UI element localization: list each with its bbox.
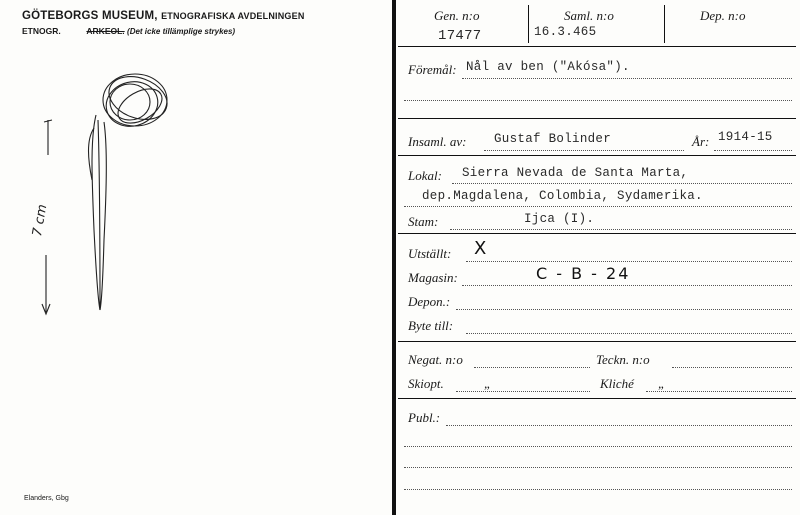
scale-label: 7 cm bbox=[30, 203, 51, 238]
utstallt-value: X bbox=[474, 238, 489, 259]
dotline bbox=[466, 333, 792, 334]
dotline bbox=[404, 489, 792, 490]
ar-label: År: bbox=[692, 134, 710, 149]
rule-lokal bbox=[398, 233, 796, 234]
gen-label: Gen. n:o bbox=[434, 8, 480, 23]
museum-name: GÖTEBORGS MUSEUM, bbox=[22, 10, 158, 22]
dotline bbox=[456, 309, 792, 310]
kliche-ditto: „ bbox=[658, 376, 666, 391]
strike-note: (Det icke tillämplige strykes) bbox=[127, 27, 236, 36]
publ-label: Publ.: bbox=[408, 410, 441, 425]
rule-negat bbox=[398, 398, 796, 399]
dotline bbox=[456, 391, 590, 392]
col-divider-1 bbox=[528, 5, 529, 43]
dotline bbox=[404, 206, 792, 207]
lokal-label: Lokal: bbox=[408, 168, 442, 183]
dotline bbox=[404, 100, 792, 101]
dotline bbox=[450, 229, 792, 230]
kliche-label: Kliché bbox=[600, 376, 634, 391]
utstallt-label: Utställt: bbox=[408, 246, 452, 261]
negat-label: Negat. n:o bbox=[408, 352, 463, 367]
lokal-value-1: Sierra Nevada de Santa Marta, bbox=[462, 166, 689, 180]
stam-label: Stam: bbox=[408, 214, 439, 229]
foremal-value: Nål av ben ("Akósa"). bbox=[466, 60, 630, 74]
depon-label: Depon.: bbox=[408, 294, 451, 309]
rule-header bbox=[398, 46, 796, 47]
magasin-value: C - B - 24 bbox=[536, 264, 631, 283]
dep-label: Dep. n:o bbox=[700, 8, 746, 23]
col-divider-2 bbox=[664, 5, 665, 43]
etnogr-label: ETNOGR. bbox=[22, 26, 61, 36]
rule-insaml bbox=[398, 155, 796, 156]
saml-value: 16.3.465 bbox=[534, 25, 597, 39]
skiopt-ditto: „ bbox=[484, 376, 492, 391]
department-name: ETNOGRAFISKA AVDELNINGEN bbox=[161, 11, 305, 21]
arkeol-label: ARKEOL. bbox=[86, 26, 125, 36]
foremal-label: Föremål: bbox=[408, 62, 457, 77]
dotline bbox=[404, 446, 792, 447]
byte-label: Byte till: bbox=[408, 318, 454, 333]
dotline bbox=[714, 150, 792, 151]
dotline bbox=[446, 425, 792, 426]
stam-value: Ijca (I). bbox=[524, 212, 595, 226]
dotline bbox=[462, 78, 792, 79]
needle-sketch bbox=[20, 60, 180, 330]
rule-foremal bbox=[398, 118, 796, 119]
dotline bbox=[404, 467, 792, 468]
dotline bbox=[672, 367, 792, 368]
category-line bbox=[22, 26, 235, 36]
dotline bbox=[474, 367, 590, 368]
teckn-label: Teckn. n:o bbox=[596, 352, 650, 367]
insaml-value: Gustaf Bolinder bbox=[494, 132, 612, 146]
dotline bbox=[466, 261, 792, 262]
dotline bbox=[646, 391, 792, 392]
saml-label: Saml. n:o bbox=[564, 8, 614, 23]
magasin-label: Magasin: bbox=[408, 270, 458, 285]
dotline bbox=[462, 285, 792, 286]
ar-value: 1914-15 bbox=[718, 130, 773, 144]
insaml-label: Insaml. av: bbox=[408, 134, 467, 149]
gen-value: 17477 bbox=[438, 28, 482, 44]
dotline bbox=[484, 150, 684, 151]
card-divider bbox=[392, 0, 396, 515]
lokal-value-2: dep.Magdalena, Colombia, Sydamerika. bbox=[422, 189, 703, 203]
printer-credit: Elanders, Gbg bbox=[24, 495, 69, 502]
skiopt-label: Skiopt. bbox=[408, 376, 444, 391]
rule-storage bbox=[398, 341, 796, 342]
museum-header bbox=[22, 10, 305, 22]
dotline bbox=[452, 183, 792, 184]
